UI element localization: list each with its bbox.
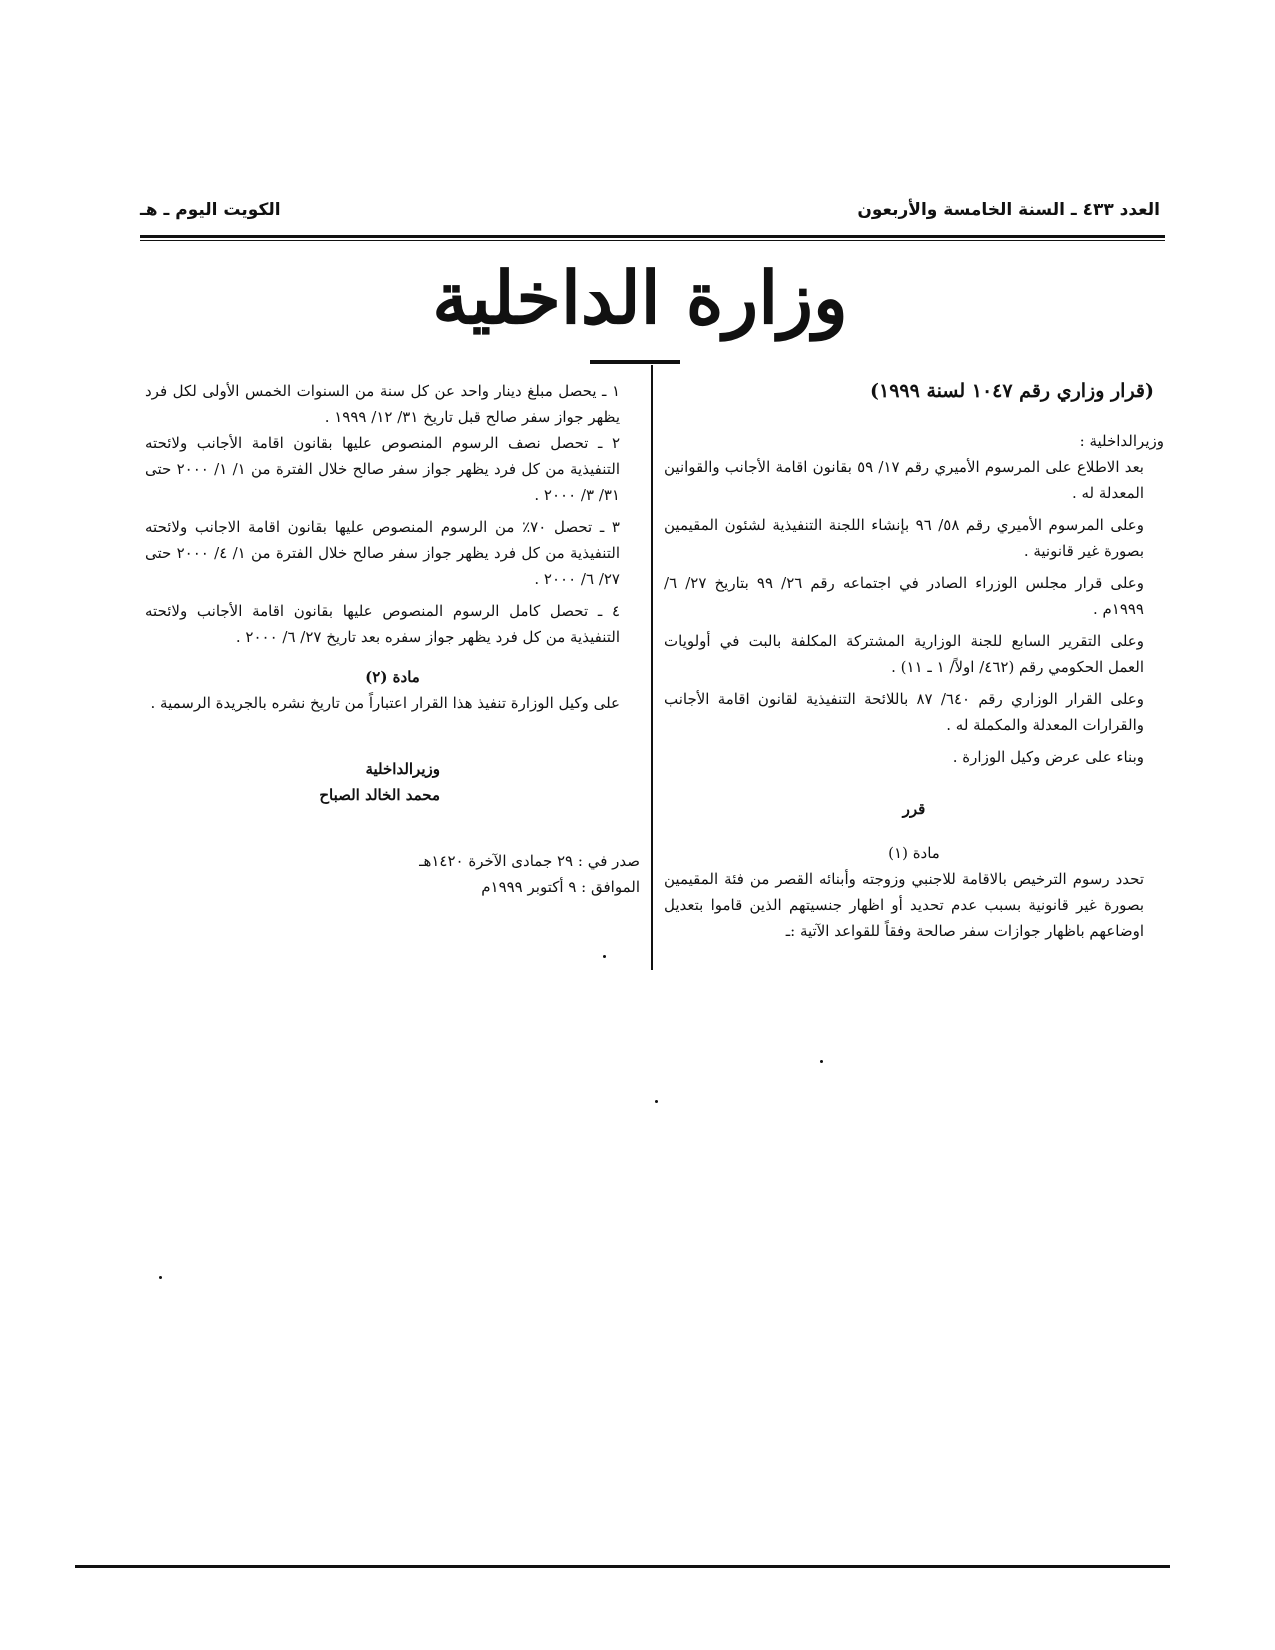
footer-rule <box>75 1565 1170 1568</box>
right-column <box>664 378 1164 944</box>
scan-speck <box>655 1100 658 1103</box>
signature-title: وزيرالداخلية <box>365 760 440 778</box>
article-1-text: تحدد رسوم الترخيص بالاقامة للاجنبي وزوجته وأبنائه القصر من فئة المقيمين بصورة غير قانونية بسبب عدم تحديد أو اظهار جنسيتهم الذين قاموا بتعديل اوضاعهم باظهار جوازات سفر صالحة وفقاً للقواعد الآتية :ـ <box>664 870 1144 940</box>
article-2-text: على وكيل الوزارة تنفيذ هذا القرار اعتباراً من تاريخ نشره بالجريدة الرسمية . <box>150 694 620 712</box>
preamble-4: وعلى التقرير السابع للجنة الوزارية المشتركة المكلفة بالبت في أولويات العمل الحكومي رقم (٤٦٢/ اولاً/ ١ ـ ١١) . <box>664 632 1144 676</box>
article-2-heading: مادة (٢) <box>365 668 420 686</box>
rule-item-1: ١ ـ يحصل مبلغ دينار واحد عن كل سنة من السنوات الخمس الأولى لكل فرد يظهر جواز سفر صالح قبل تاريخ ٣١/ ١٢/ ١٩٩٩ . <box>145 382 620 426</box>
decision-title: (قرار وزاري رقم ١٠٤٧ لسنة ١٩٩٩) <box>870 380 1154 402</box>
signature-block <box>145 756 640 808</box>
preamble-5: وعلى القرار الوزاري رقم ٦٤٠/ ٨٧ باللائحة التنفيذية لقانون اقامة الأجانب والقرارات المعدلة والمكملة له . <box>664 690 1144 734</box>
decided-heading: قرر <box>902 800 926 818</box>
scan-speck <box>159 1276 162 1279</box>
scan-speck <box>603 955 606 958</box>
preamble-6: وبناء على عرض وكيل الوزارة . <box>952 748 1144 766</box>
publication-name: الكويت اليوم ـ هـ <box>140 200 281 220</box>
article-1-heading: مادة (١) <box>888 844 940 862</box>
left-column <box>145 378 640 900</box>
scan-speck <box>820 1060 823 1063</box>
rule-item-2: ٢ ـ تحصل نصف الرسوم المنصوص عليها بقانون اقامة الأجانب ولائحته التنفيذية من كل فرد يظهر جواز سفر صالح خلال الفترة من ١/ ١/ ٢٠٠٠ حتى ٣١/ ٣/ ٢٠٠٠ . <box>145 434 620 504</box>
header-rule-thin <box>140 240 1165 241</box>
issued-hijri-date: صدر في : ٢٩ جمادى الآخرة ١٤٢٠هـ <box>419 852 640 870</box>
column-divider <box>651 365 653 970</box>
preamble-1: بعد الاطلاع على المرسوم الأميري رقم ١٧/ ٥٩ بقانون اقامة الأجانب والقوانين المعدلة له . <box>664 458 1144 502</box>
issued-gregorian-date: الموافق : ٩ أكتوبر ١٩٩٩م <box>481 878 640 896</box>
header-rule <box>140 235 1165 238</box>
ministry-title: وزارة الداخلية <box>432 255 848 340</box>
issue-date-block <box>145 848 640 900</box>
signature-name: محمد الخالد الصباح <box>319 786 440 804</box>
preamble-3: وعلى قرار مجلس الوزراء الصادر في اجتماعه رقم ٢٦/ ٩٩ بتاريخ ٢٧/ ٦/ ١٩٩٩م . <box>664 574 1144 618</box>
rule-item-4: ٤ ـ تحصل كامل الرسوم المنصوص عليها بقانون اقامة الأجانب ولائحته التنفيذية من كل فرد يظهر جواز سفره بعد تاريخ ٢٧/ ٦/ ٢٠٠٠ . <box>145 602 620 646</box>
preamble-2: وعلى المرسوم الأميري رقم ٥٨/ ٩٦ بإنشاء اللجنة التنفيذية لشئون المقيمين بصورة غير قانونية . <box>664 516 1144 560</box>
issue-line: العدد ٤٣٣ ـ السنة الخامسة والأربعون <box>857 200 1160 220</box>
title-underline <box>590 360 680 364</box>
running-header <box>140 200 1160 230</box>
rule-item-3: ٣ ـ تحصل ٧٠٪ من الرسوم المنصوص عليها بقانون اقامة الاجانب ولائحته التنفيذية من كل فرد يظهر جواز سفر صالح خلال الفترة من ١/ ٤/ ٢٠٠٠ حتى ٢٧/ ٦/ ٢٠٠٠ . <box>145 518 620 588</box>
minister-intro: وزيرالداخلية : <box>1079 432 1164 450</box>
